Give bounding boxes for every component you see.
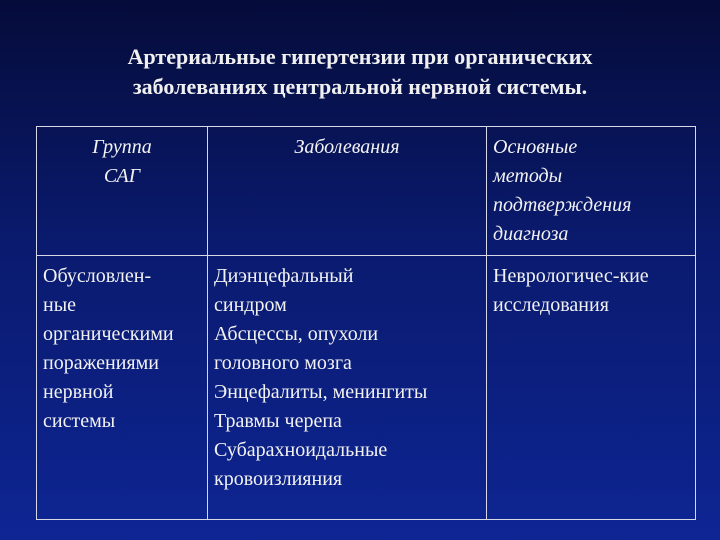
cell-text: головного мозга bbox=[214, 352, 352, 374]
header-text: Заболевания bbox=[294, 136, 400, 158]
header-group bbox=[37, 127, 208, 256]
cell-text: синдром bbox=[214, 294, 287, 316]
header-text: Основные bbox=[493, 136, 578, 158]
header-text: диагноза bbox=[493, 223, 569, 245]
cell-text: Энцефалиты, менингиты bbox=[214, 381, 428, 403]
cell-text: Обусловлен- bbox=[43, 265, 152, 287]
cell-text: нервной bbox=[43, 381, 114, 403]
table-row bbox=[37, 256, 696, 520]
cell-text: органическими bbox=[43, 323, 174, 345]
cell-diseases bbox=[208, 256, 487, 520]
cell-text: ные bbox=[43, 294, 77, 316]
cell-text: системы bbox=[43, 410, 116, 432]
cell-text: Травмы черепа bbox=[214, 410, 342, 432]
cell-group bbox=[37, 256, 208, 520]
header-text: подтверждения bbox=[493, 194, 632, 216]
header-text: методы bbox=[493, 165, 563, 187]
header-methods bbox=[487, 127, 696, 256]
hypertension-table bbox=[36, 126, 696, 520]
header-diseases bbox=[208, 127, 487, 256]
header-text: Группа bbox=[92, 136, 152, 158]
cell-text: исследования bbox=[493, 294, 609, 316]
table-header-row bbox=[37, 127, 696, 256]
cell-text: Абсцессы, опухоли bbox=[214, 323, 379, 345]
header-text: САГ bbox=[103, 165, 141, 187]
title-line-2: заболеваниях центральной нервной системы. bbox=[132, 74, 588, 99]
cell-text: Субарахноидальные bbox=[214, 439, 388, 461]
title-line-1: Артериальные гипертензии при органических bbox=[127, 44, 593, 69]
cell-text: Неврологичес-кие bbox=[493, 265, 649, 287]
cell-text: поражениями bbox=[43, 352, 159, 374]
cell-text: кровоизлияния bbox=[214, 468, 343, 490]
cell-methods bbox=[487, 256, 696, 520]
cell-text: Диэнцефальный bbox=[214, 265, 354, 287]
slide-title bbox=[60, 42, 660, 102]
